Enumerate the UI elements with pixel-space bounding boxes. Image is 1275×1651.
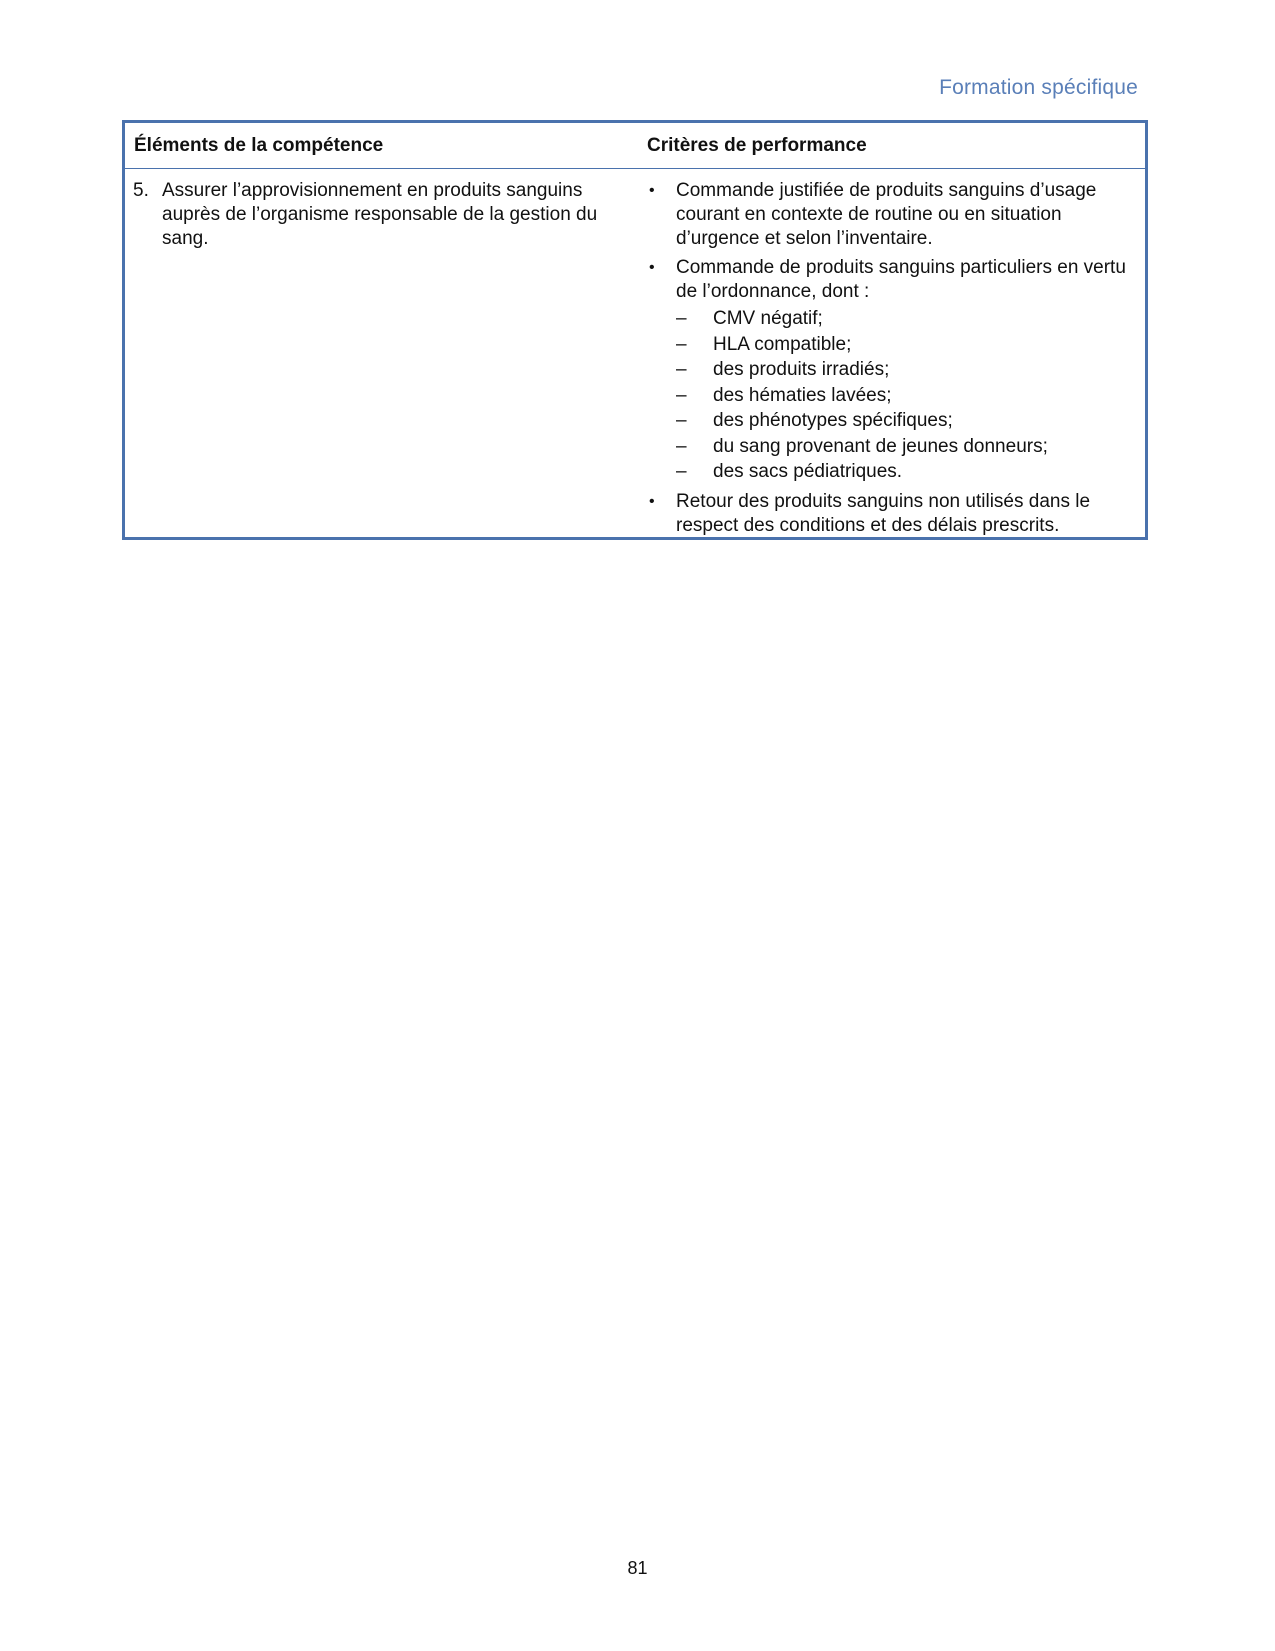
competence-element xyxy=(133,179,623,251)
elements-column xyxy=(133,179,623,251)
sub-item-text: des phénotypes spécifiques; xyxy=(713,410,953,431)
criterion-text: Commande de produits sanguins particuliers en vertu de l’ordonnance, dont : xyxy=(676,257,1126,302)
sub-item xyxy=(676,434,1137,460)
criterion-item xyxy=(647,256,1137,485)
sub-item xyxy=(676,383,1137,409)
dash-icon: – xyxy=(676,359,687,380)
sub-item xyxy=(676,306,1137,332)
dash-icon: – xyxy=(676,384,687,406)
sub-item-list xyxy=(676,306,1137,485)
bullet-icon: • xyxy=(649,259,655,276)
sub-item-text: des sacs pédiatriques. xyxy=(713,461,903,482)
element-text: Assurer l’approvisionnement en produits sanguins auprès de l’organisme responsable de la gestion du sang. xyxy=(162,180,598,249)
bullet-icon: • xyxy=(649,182,655,199)
element-number: 5. xyxy=(133,180,149,201)
page-number: 81 xyxy=(627,1558,648,1578)
document-section-title: Formation spécifique xyxy=(939,76,1138,99)
table-header-row xyxy=(125,123,1145,169)
criterion-item xyxy=(647,179,1137,251)
dash-icon: – xyxy=(676,333,687,355)
criterion-text: Retour des produits sanguins non utilisés dans le respect des conditions et des délais prescrits. xyxy=(676,490,1091,536)
criterion-item xyxy=(647,490,1137,538)
sub-item-text: HLA compatible; xyxy=(713,333,852,355)
dash-icon: – xyxy=(676,410,687,431)
dash-icon: – xyxy=(676,308,687,329)
sub-item xyxy=(676,357,1137,383)
bullet-icon: • xyxy=(649,492,655,510)
sub-item-text: des produits irradiés; xyxy=(713,359,890,380)
sub-item xyxy=(676,459,1137,485)
sub-item-text: du sang provenant de jeunes donneurs; xyxy=(713,435,1048,457)
sub-item-text: CMV négatif; xyxy=(713,308,823,329)
criteria-column xyxy=(647,179,1137,543)
competence-table xyxy=(122,120,1148,540)
sub-item-text: des hématies lavées; xyxy=(713,384,892,406)
column-header-criteria: Critères de performance xyxy=(647,135,867,156)
sub-item xyxy=(676,408,1137,434)
dash-icon: – xyxy=(676,435,687,457)
column-header-elements: Éléments de la compétence xyxy=(134,135,384,156)
dash-icon: – xyxy=(676,461,687,482)
criterion-text: Commande justifiée de produits sanguins d’usage courant en contexte de routine ou en situation d’urgence et selon l’inventaire. xyxy=(676,180,1097,249)
sub-item xyxy=(676,332,1137,358)
